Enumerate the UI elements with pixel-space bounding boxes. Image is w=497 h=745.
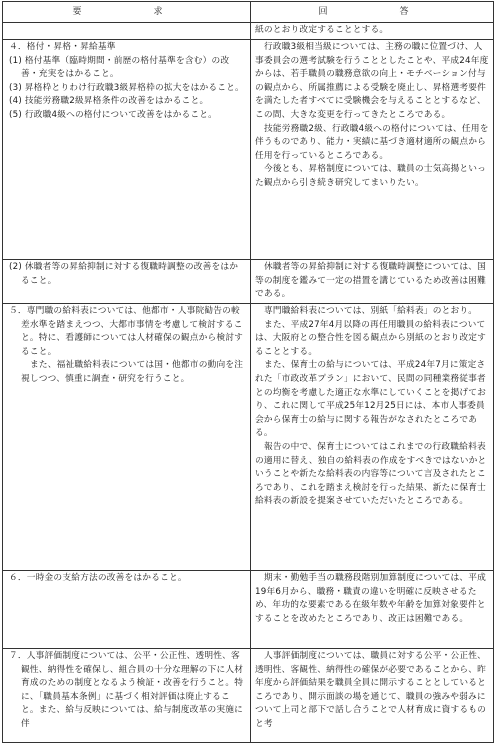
header-demand: 要 求 — [72, 7, 181, 17]
column-divider — [250, 2, 251, 742]
header-answer: 回 答 — [318, 7, 427, 17]
demand-item: ６．一時金の支給方法の改善をはかること。 — [9, 573, 187, 583]
answer-paragraph: 専門職給料表については、別紙「給料表」のとおり。 — [264, 306, 478, 316]
row-5-answer — [255, 650, 491, 732]
row-rule — [3, 648, 493, 649]
demand-item: ７．人事評価制度については、公平・公正性、透明性、客観性、納得性を確保し、組合員の十分な理解の下に人材育成のための制度となるよう検証・改善を行うこと。特に、「職員基本条例」に基づく相対評価は廃止すること。また、給与反映については、給与制度改革の実施に伴 — [9, 651, 244, 729]
demand-item: (1) 格付基準（臨時期間・前歴の格付基準を含む）の改善・充実をはかること。 — [9, 55, 230, 80]
answer-paragraph: 期末・勤勉手当の職務段階別加算制度については、平成19年6月から、職務・職責の違いを明確に反映させるため、年功的な要素である在級年数や年齢を加算対象要件とすることを改めたところであり、改正は困難である。 — [255, 573, 487, 624]
row-4-answer — [255, 572, 491, 626]
row-3-demand — [9, 305, 245, 387]
demand-item: (5) 行政職4級への格付について改善をはかること。 — [9, 109, 218, 120]
answer-paragraph: 休職者等の昇給抑制に対する復職時調整については、国等の制度を鑑みて一定の措置を講じているため改善は困難である。 — [255, 262, 487, 300]
answer-paragraph: 今後とも、昇格制度については、職員の士気高揚といった観点から引き続き研究してまいりたい。 — [255, 164, 487, 188]
row-2-demand — [9, 261, 245, 288]
answer-paragraph: 紙のとおり改定することとする。 — [255, 25, 389, 35]
row-1-demand — [9, 41, 245, 123]
demand-item: (3) 昇格枠とりわけ行政職3級昇格枠の拡大をはかること。 — [9, 82, 244, 93]
row-3-answer — [255, 305, 491, 509]
header-rule — [3, 22, 493, 23]
row-rule — [3, 570, 493, 571]
demand-item: また、福祉職給料表については国・他都市の動向を注視しつつ、慎重に調査・研究を行うこと。 — [21, 360, 244, 384]
row-rule — [3, 303, 493, 304]
answer-paragraph: 行政職3級相当級については、主務の職に位置づけ、人事委員会の選考試験を行うこととしたことや、平成24年度からは、若手職員の職務意欲の向上・モチベーション付与の観点から、所属推薦による受験を廃止し、昇格選考要件を満たした者すべてに受験機会を与えることとするなど、この間、大きな変更を行ってきたところである。 — [255, 42, 489, 120]
row-rule — [3, 259, 493, 260]
demand-item: (4) 技能労務職2級昇格条件の改善をはかること。 — [9, 96, 209, 107]
answer-paragraph: 人事評価制度については、職員に対する公平・公正性、透明性、客観性、納得性の確保が必要であることから、昨年度から評価結果を職員全員に開示することとしているところであり、開示面談の場を通じて、職員の強みや弱みについて上司と部下で話し合うことで人材育成に資するものと考 — [255, 651, 487, 729]
row-4-demand — [9, 572, 245, 586]
answer-paragraph: また、平成27年4月以降の再任用職員の給料表については、大阪府との整合性を図る観点から別紙のとおり改定することとする。 — [255, 319, 487, 357]
row-5-demand — [9, 650, 245, 732]
document-table — [2, 1, 494, 743]
row-rule — [3, 39, 493, 40]
answer-paragraph: 技能労務職2級、行政職4級への格付については、任用を伴うものであり、能力・実績に基づき適材適所の観点から任用を行っているところである。 — [255, 123, 489, 161]
row-0-answer — [255, 24, 491, 38]
demand-item: (2) 休職者等の昇給抑制に対する復職時調整の改善をはかること。 — [9, 262, 239, 286]
demand-item: ５．専門職の給料表については、他都市・人事院勧告の較差水準を踏まえつつ、大都市事情を考慮して検討すること。特に、看護師については人材確保の観点から検討すること。 — [9, 306, 244, 357]
answer-paragraph: 報告の中で、保育士についてはこれまでの行政職給料表の適用に替え、独自の給料表の作成をすべきではないかということや新たな給料表の内容等について言及されたところであり、これを踏まえ検討を行った結果、新たに保育士給料表の新設を提案させていただいたところである。 — [255, 441, 487, 507]
answer-paragraph: また、保育士の給与については、平成24年7月に策定された「市政改革プラン」において、民間の同種業務従事者との均衡を考慮した適正な水準にしていくことを掲げており、これに関して平成25年12月25日には、本市人事委員会から保育士の給与に関する報告がなされたところである。 — [255, 360, 487, 439]
demand-item: ４．格付・昇格・昇給基準 — [9, 42, 116, 52]
row-1-answer — [255, 41, 491, 191]
row-2-answer — [255, 261, 491, 302]
